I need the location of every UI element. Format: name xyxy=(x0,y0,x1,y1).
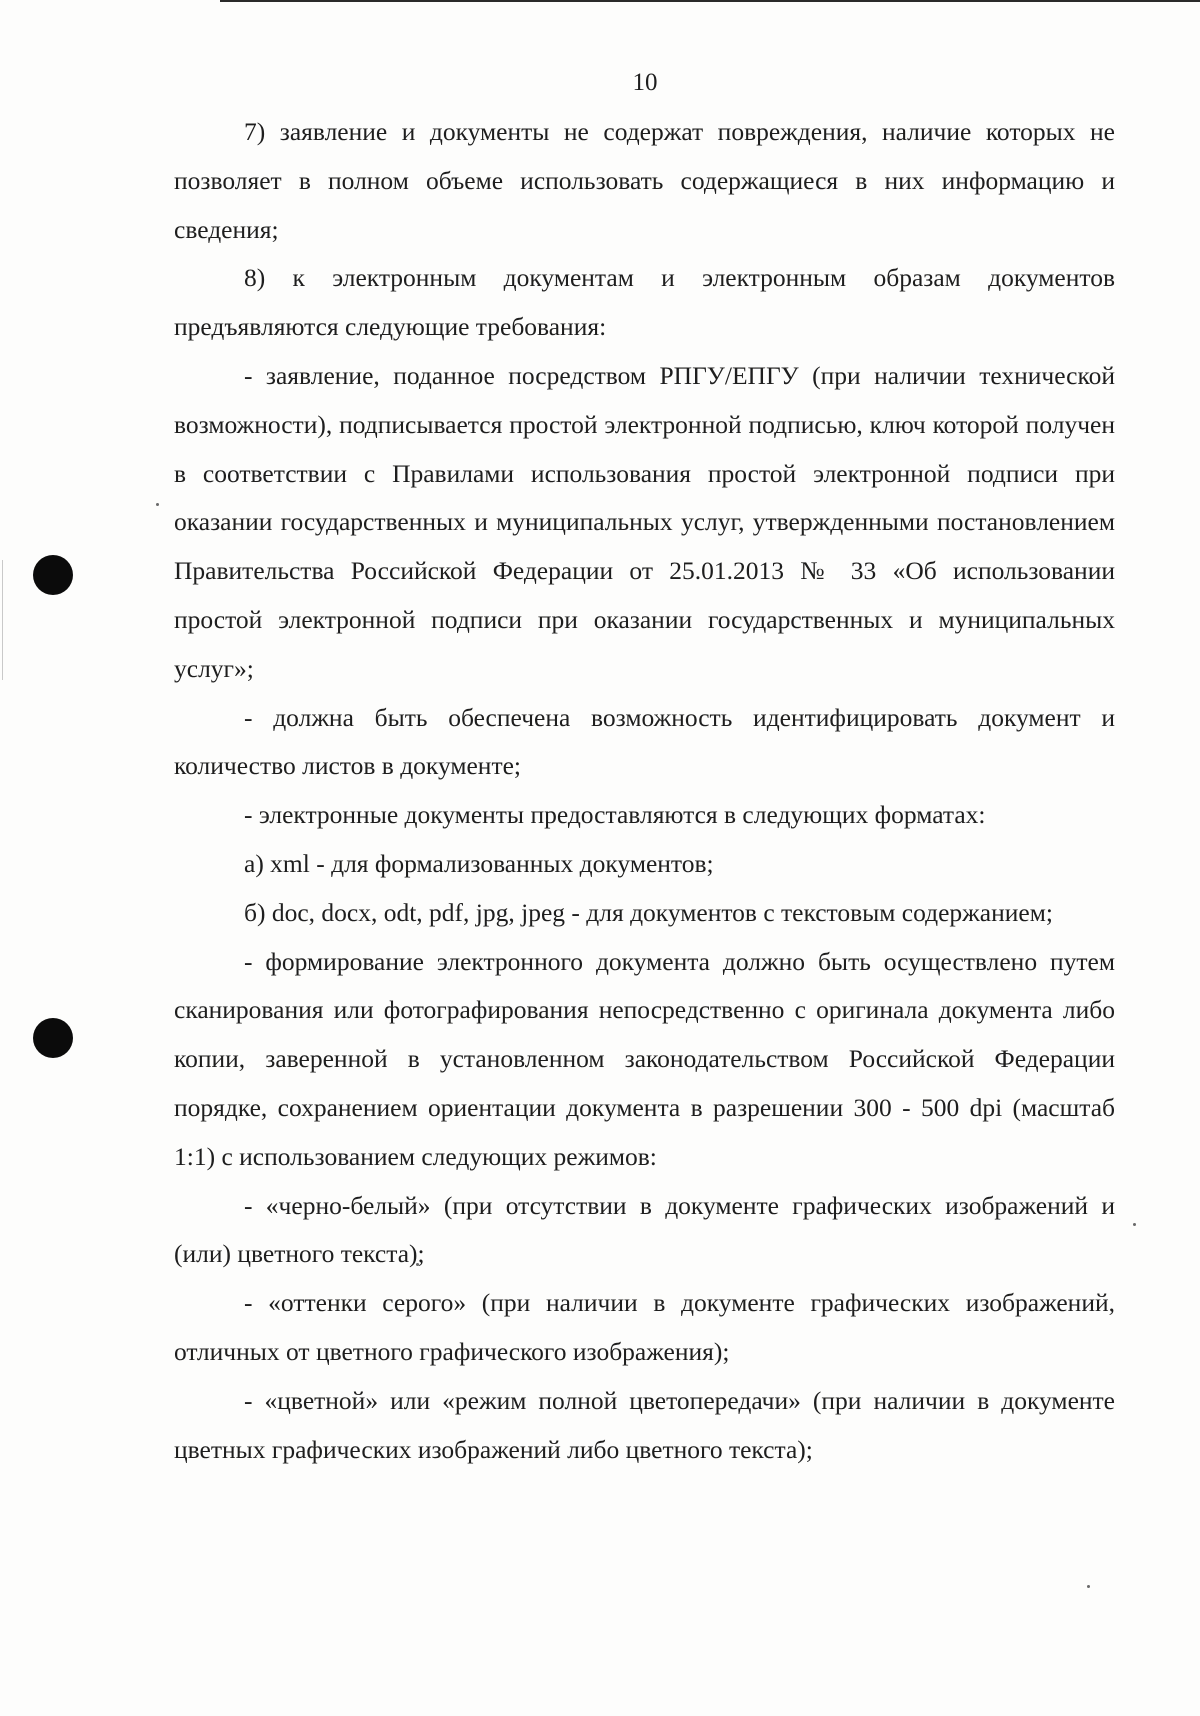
scan-speck xyxy=(1133,1223,1136,1226)
scan-top-edge xyxy=(220,0,1200,2)
paragraph-item-7: 7) заявление и документы не содержат повреждения, наличие которых не позволяет в полном объеме использовать содержащиеся в них информацию и сведения; xyxy=(174,117,1115,244)
paragraph-scanning-requirements: - формирование электронного документа должно быть осуществлено путем сканирования или фотографирования непосредственно с оригинала документа либо копии, заверенной в установленном законодательством Российской Федерации порядке, сохранением ориентации документа в разрешении 300 - 500 dpi (масштаб 1:1) с использованием следующих режимов: xyxy=(174,946,1115,1171)
scan-speck xyxy=(1087,1585,1090,1588)
paragraph-formats-intro: - электронные документы предоставляются в следующих форматах: xyxy=(244,800,986,830)
paragraph-mode-grayscale: - «оттенки серого» (при наличии в документе графических изображений, отличных от цветного графического изображения); xyxy=(174,1288,1115,1366)
paragraph-format-text: б) doc, docx, odt, pdf, jpg, jpeg - для документов с текстовым содержанием; xyxy=(244,897,1053,927)
paragraph-identify-document: - должна быть обеспечена возможность идентифицировать документ и количество листов в документе; xyxy=(174,702,1115,781)
scan-speck xyxy=(156,503,159,506)
paragraph-mode-color: - «цветной» или «режим полной цветопередачи» (при наличии в документе цветных графических изображений либо цветного текста); xyxy=(174,1385,1115,1464)
punch-hole xyxy=(33,1018,73,1058)
paragraph-mode-bw: - «черно-белый» (при отсутствии в документе графических изображений и (или) цветного текста); xyxy=(174,1190,1115,1269)
punch-hole xyxy=(33,555,73,595)
page-number: 10 xyxy=(632,69,658,96)
document-body xyxy=(174,108,1115,1474)
paragraph-format-xml: а) xml - для формализованных документов; xyxy=(244,848,714,878)
paragraph-item-8: 8) к электронным документам и электронным образам документов предъявляются следующие требования: xyxy=(174,263,1115,342)
scan-left-edge xyxy=(2,560,3,680)
paragraph-simple-signature: - заявление, поданное посредством РПГУ/ЕПГУ (при наличии технической возможности), подписывается простой электронной подписью, ключ которой получен в соответствии с Правилами использования простой электронной подписи при оказании государственных и муниципальных услуг, утвержденными постановлением Правительства Российской Федерации от 25.01.2013 № 33 «Об использовании простой электронной подписи при оказании государственных и муниципальных услуг»; xyxy=(174,360,1115,683)
